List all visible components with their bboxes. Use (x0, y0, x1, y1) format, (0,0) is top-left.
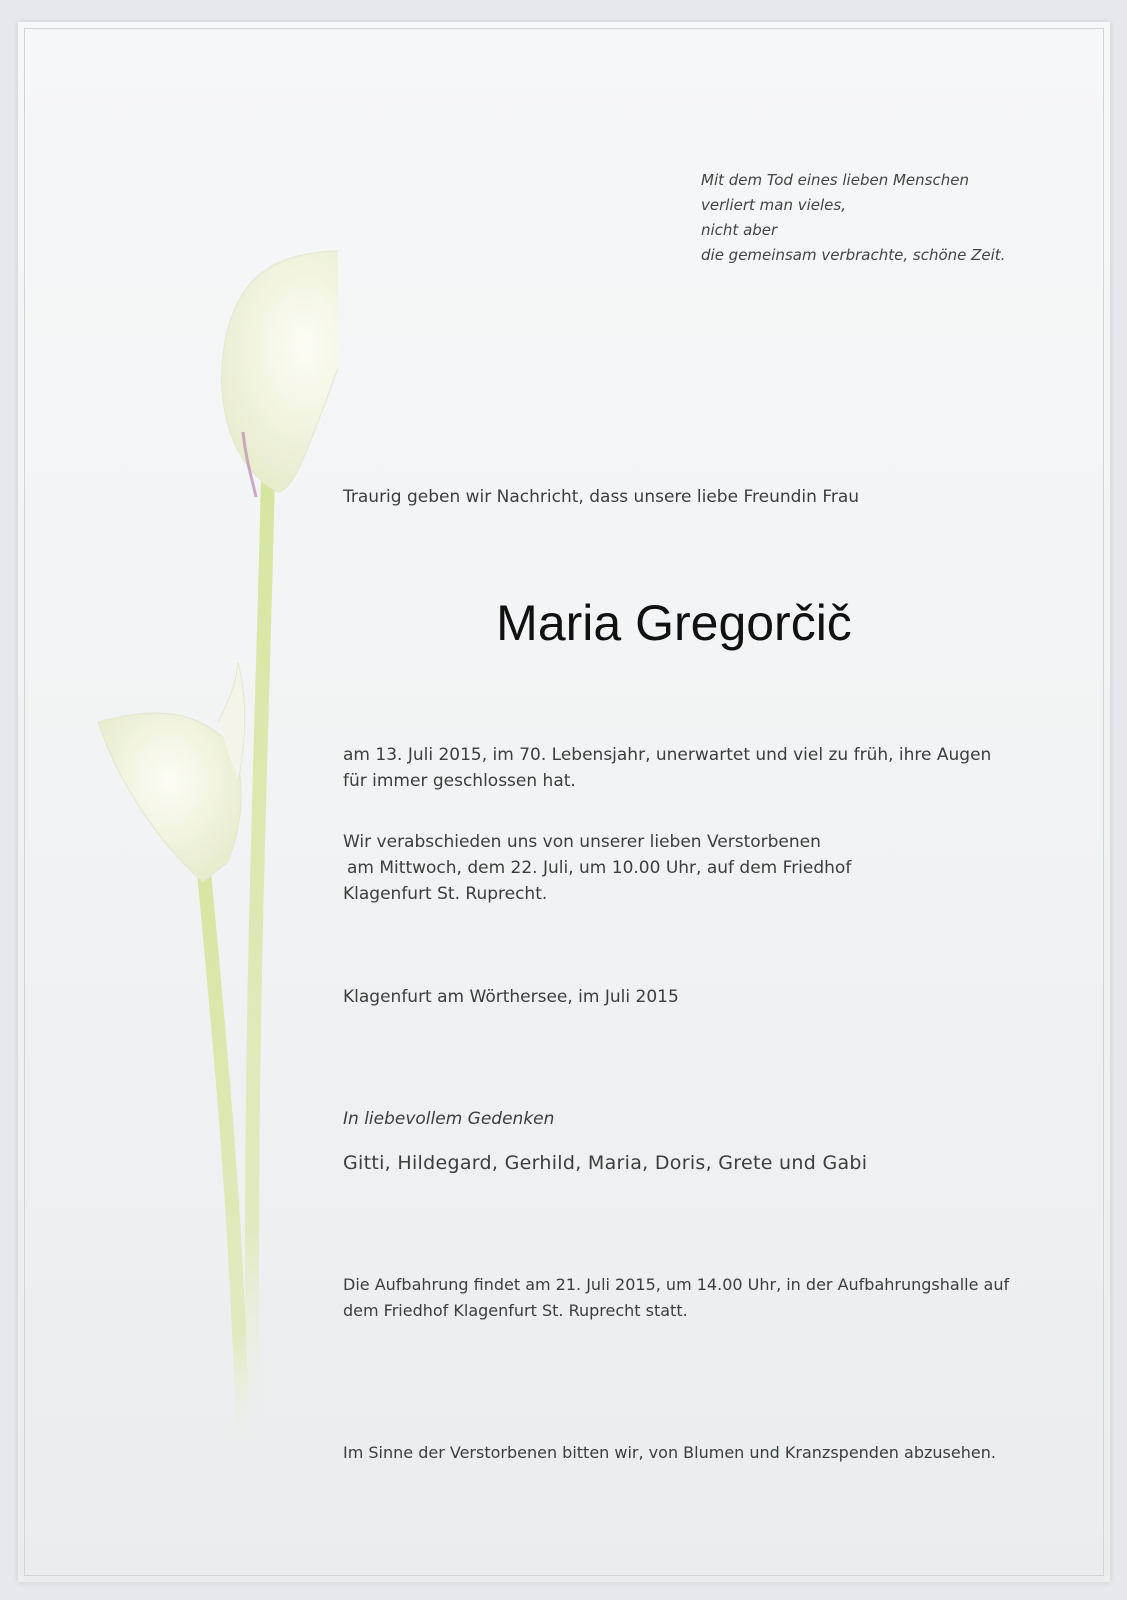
mourners-list: Gitti, Hildegard, Gerhild, Maria, Doris, Grete und Gabi (343, 1152, 868, 1174)
farewell-notice (343, 829, 851, 907)
farewell-line: am Mittwoch, dem 22. Juli, um 10.00 Uhr, auf dem Friedhof (347, 858, 852, 878)
deceased-name: Maria Gregorčič (496, 595, 852, 651)
farewell-line: Klagenfurt St. Ruprecht. (343, 884, 548, 904)
intro-text: Traurig geben wir Nachricht, dass unsere liebe Freundin Frau (343, 487, 860, 507)
quote-line: Mit dem Tod eines lieben Menschen (701, 171, 969, 189)
lily-flower-tall (222, 250, 338, 492)
calla-lily-illustration (78, 222, 338, 1482)
lily-stem-short (203, 862, 243, 1452)
death-notice-line: für immer geschlossen hat. (343, 771, 576, 791)
viewing-line: dem Friedhof Klagenfurt St. Ruprecht statt. (343, 1301, 688, 1320)
memorial-quote (701, 167, 1005, 267)
death-notice-line: am 13. Juli 2015, im 70. Lebensjahr, unerwartet und viel zu früh, ihre Augen (343, 745, 992, 765)
memorial-heading: In liebevollem Gedenken (343, 1109, 555, 1129)
obituary-card (18, 22, 1110, 1582)
lily-flower-short (98, 713, 241, 882)
viewing-line: Die Aufbahrung findet am 21. Juli 2015, um 14.00 Uhr, in der Aufbahrungshalle auf (343, 1275, 1010, 1294)
place-date: Klagenfurt am Wörthersee, im Juli 2015 (343, 987, 679, 1007)
death-notice (343, 742, 991, 794)
quote-line: die gemeinsam verbrachte, schöne Zeit. (701, 246, 1006, 264)
quote-line: nicht aber (701, 221, 778, 239)
quote-line: verliert man vieles, (701, 196, 846, 214)
closing-request: Im Sinne der Verstorbenen bitten wir, von Blumen und Kranzspenden abzusehen. (343, 1443, 996, 1462)
farewell-line: Wir verabschieden uns von unserer lieben Verstorbenen (343, 832, 821, 852)
viewing-notice (343, 1272, 1009, 1324)
